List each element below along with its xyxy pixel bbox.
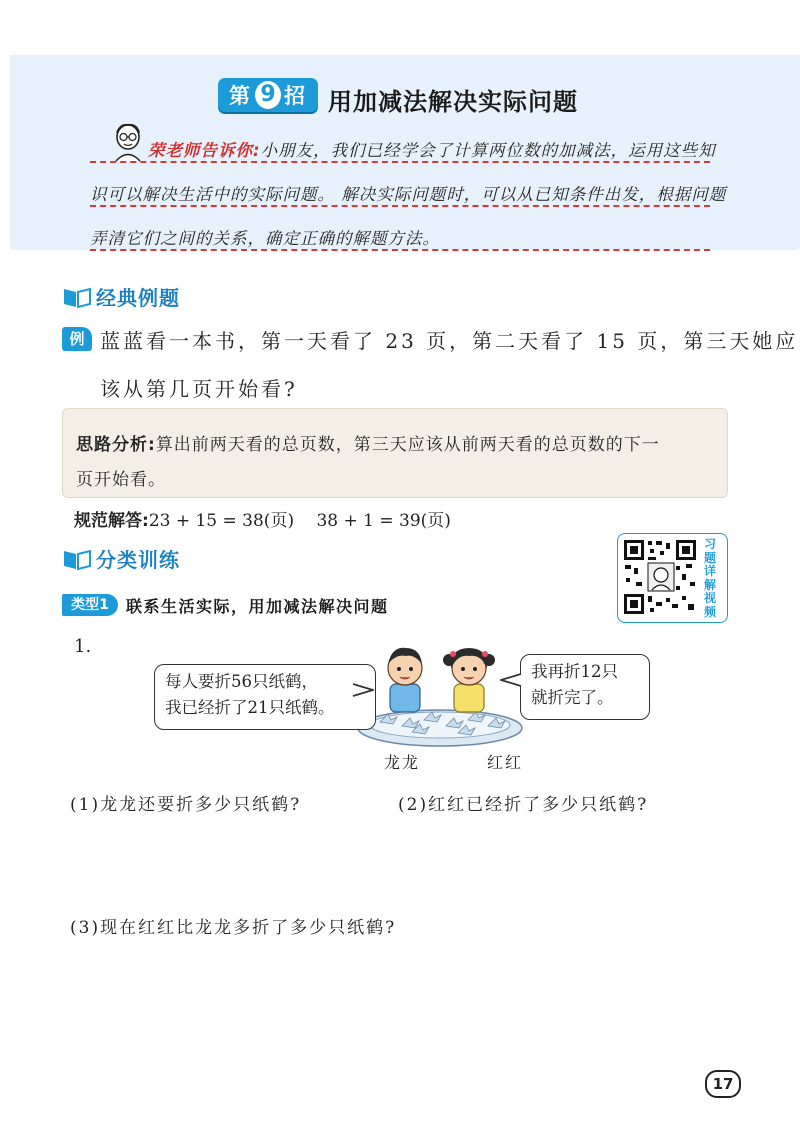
sub-question-3: (3)现在红红比龙龙多折了多少只纸鹤? (70, 918, 397, 938)
open-book-icon (62, 547, 92, 571)
qr-code-icon[interactable] (622, 538, 698, 616)
qr-side-char: 详 (703, 564, 716, 578)
bubble-right-line-1: 我再折12只 (531, 662, 618, 681)
page-number: 17 (705, 1070, 741, 1098)
name-label-honghong: 红红 (487, 753, 524, 772)
tip-underline-2 (90, 205, 710, 207)
solution-label: 规范解答: (74, 511, 149, 531)
speech-bubble-honghong (520, 654, 650, 720)
badge-suffix: 招 (284, 84, 307, 108)
question-number: 1. (74, 636, 92, 657)
solution-line (74, 506, 451, 531)
section-heading-examples (62, 282, 180, 311)
type-title: 联系生活实际，用加减法解决问题 (126, 597, 389, 616)
qr-side-char: 视 (703, 591, 716, 605)
tip-underline-1 (90, 161, 710, 163)
example-line-1: 蓝蓝看一本书，第一天看了 23 页，第二天看了 15 页，第三天她应 (100, 329, 799, 353)
qr-side-char: 解 (703, 577, 716, 592)
tip-line-1 (148, 137, 716, 161)
tip-line-2: 识可以解决生活中的实际问题。 解决实际问题时，可以从已知条件出发，根据问题 (90, 185, 727, 204)
badge-prefix: 第 (229, 84, 252, 108)
bubble-left-line-2: 我已经折了21只纸鹤。 (165, 698, 335, 717)
example-line-2: 该从第几页开始看? (100, 377, 298, 401)
example-badge: 例 (62, 327, 92, 351)
tip-text-1: 小朋友，我们已经学会了计算两位数的加减法，运用这些知 (260, 141, 716, 160)
tip-line-3: 弄清它们之间的关系，确定正确的解题方法。 (90, 229, 440, 248)
speech-bubble-longlong (154, 664, 376, 730)
section-title-training: 分类训练 (96, 548, 180, 572)
bubble-left-line-1: 每人要折56只纸鹤， (165, 672, 318, 691)
tip-label: 荣老师告诉你: (148, 141, 261, 160)
analysis-line-1 (76, 430, 660, 455)
open-book-icon (62, 285, 92, 309)
sub-question-1: (1)龙龙还要折多少只纸鹤? (70, 795, 302, 815)
bubble-right-line-2: 就折完了。 (531, 688, 614, 707)
teacher-avatar-icon (110, 122, 146, 162)
section-title-examples: 经典例题 (96, 286, 180, 310)
analysis-label: 思路分析: (76, 435, 156, 455)
qr-side-char: 频 (703, 604, 716, 619)
type-badge: 类型1 (62, 594, 118, 616)
lesson-title: 用加减法解决实际问题 (328, 88, 578, 116)
tip-underline-3 (90, 249, 710, 251)
name-label-longlong: 龙龙 (384, 753, 421, 772)
qr-side-char: 题 (703, 550, 716, 565)
lesson-badge (218, 78, 318, 112)
bubble-left-tail-icon (352, 682, 374, 698)
children-folding-cranes-illustration (350, 640, 530, 752)
qr-side-char: 习 (703, 537, 716, 551)
badge-number: 9 (255, 81, 281, 109)
qr-side-caption (701, 538, 719, 619)
analysis-text-1: 算出前两天看的总页数，第三天应该从前两天看的总页数的下一 (155, 435, 660, 455)
bubble-right-tail-icon (500, 672, 522, 688)
analysis-line-2: 页开始看。 (76, 470, 166, 490)
sub-question-2: (2)红红已经折了多少只纸鹤? (398, 795, 649, 815)
section-heading-training (62, 544, 180, 573)
solution-text: 23 + 15 = 38(页) 38 + 1 = 39(页) (148, 511, 451, 531)
